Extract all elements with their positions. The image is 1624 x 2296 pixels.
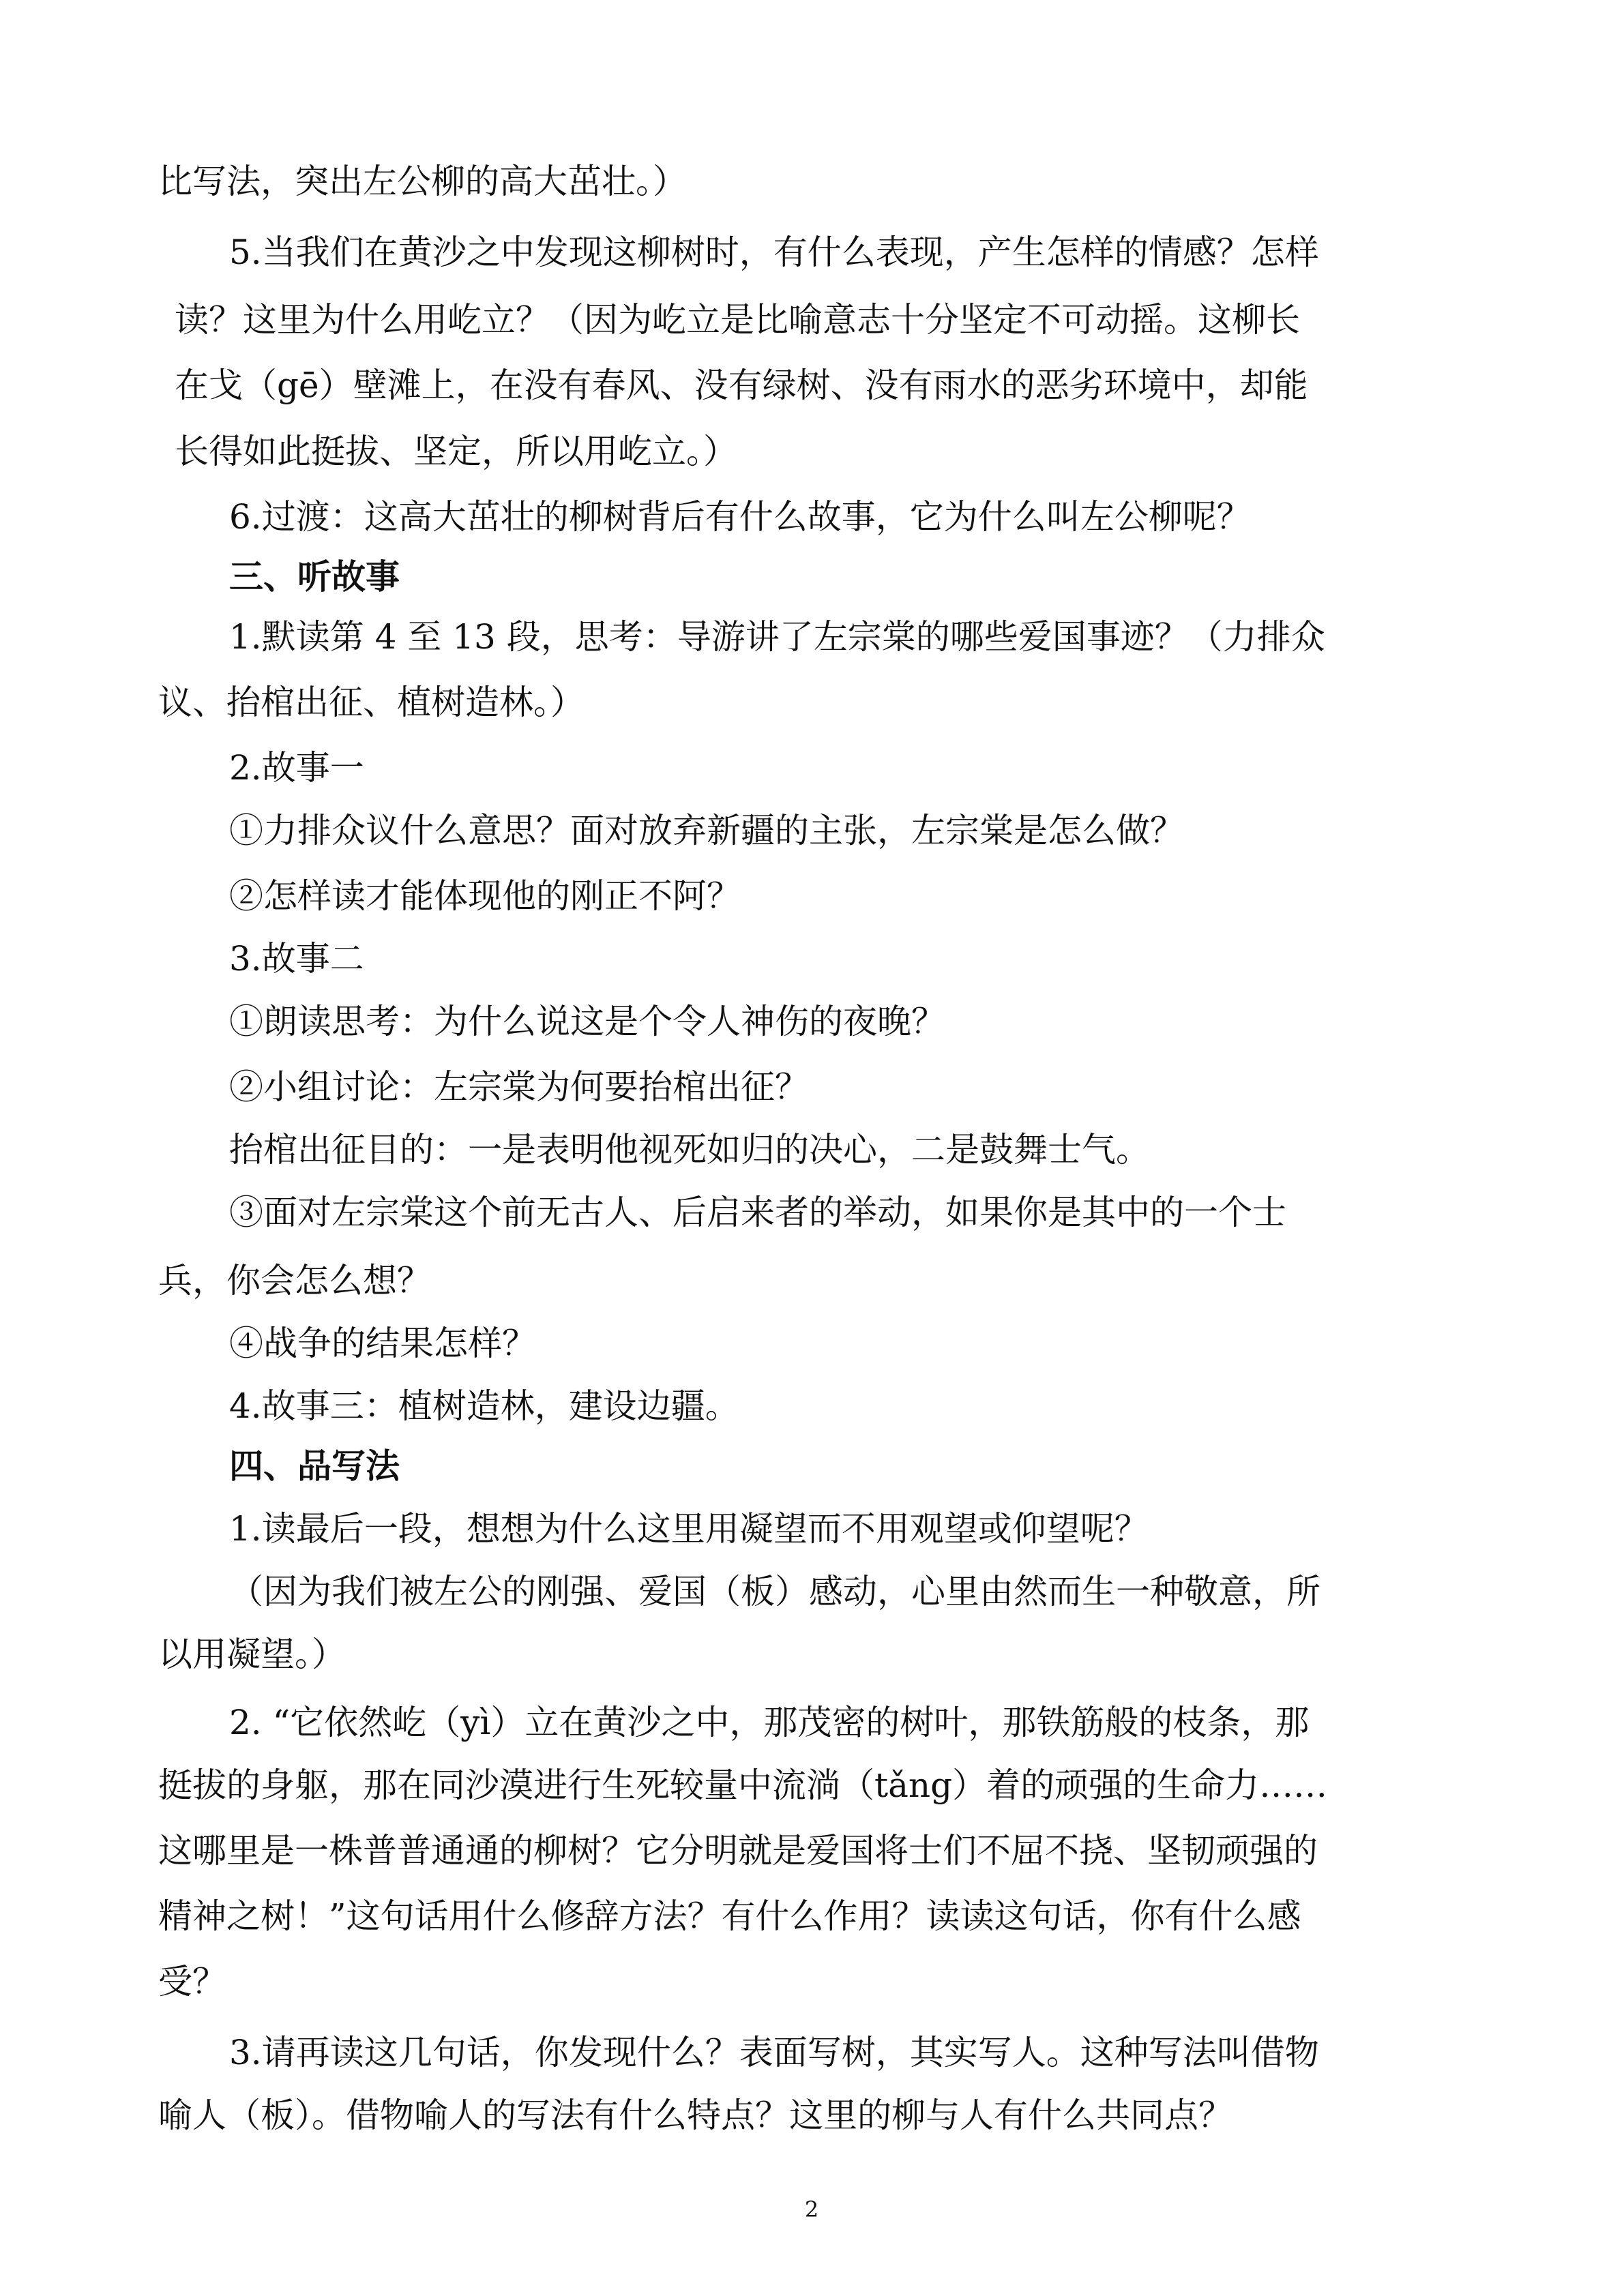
text-line: 抬棺出征目的：一是表明他视死如归的决心，二是鼓舞士气。 xyxy=(229,1130,1150,1169)
text-line: 在戈（gē）壁滩上，在没有春风、没有绿树、没有雨水的恶劣环境中，却能 xyxy=(175,366,1308,405)
text-line: ②小组讨论：左宗棠为何要抬棺出征？ xyxy=(229,1067,809,1107)
text-line: 长得如此挺拔、坚定，所以用屹立。） xyxy=(175,432,737,471)
text-line: 5.当我们在黄沙之中发现这柳树时，有什么表现，产生怎样的情感？怎样 xyxy=(229,233,1319,272)
text-line: 比写法，突出左公柳的高大茁壮。） xyxy=(158,162,687,201)
section-heading: 四、品写法 xyxy=(229,1446,400,1486)
text-line: （因为我们被左公的刚强、爱国（板）感动，心里由然而生一种敬意，所 xyxy=(229,1572,1320,1611)
text-line: 读？这里为什么用屹立？（因为屹立是比喻意志十分坚定不可动摇。这柳长 xyxy=(175,300,1300,340)
text-line: 喻人（板）。借物喻人的写法有什么特点？这里的柳与人有什么共同点？ xyxy=(158,2096,1232,2135)
text-line: 6.过渡：这高大茁壮的柳树背后有什么故事，它为什么叫左公柳呢？ xyxy=(229,497,1251,537)
text-line: 精神之树！”这句话用什么修辞方法？有什么作用？读读这句话，你有什么感 xyxy=(158,1896,1301,1936)
text-line: 以用凝望。） xyxy=(158,1635,346,1674)
text-line: 3.故事二 xyxy=(229,939,364,979)
text-line: ②怎样读才能体现他的刚正不阿？ xyxy=(229,876,741,916)
text-line: 2.故事一 xyxy=(229,748,364,788)
text-line: 兵，你会怎么想？ xyxy=(158,1261,431,1300)
text-line: ③面对左宗棠这个前无古人、后启来者的举动，如果你是其中的一个士 xyxy=(229,1193,1286,1232)
page-number: 2 xyxy=(804,2196,819,2222)
text-line: 受？ xyxy=(158,1962,226,2001)
text-line: 议、抬棺出征、植树造林。） xyxy=(158,683,585,722)
text-line: 1.读最后一段，想想为什么这里用凝望而不用观望或仰望呢？ xyxy=(229,1509,1149,1549)
section-heading: 三、听故事 xyxy=(229,556,400,597)
text-line: 挺拔的身躯，那在同沙漠进行生死较量中流淌（tǎng）着的顽强的生命力…… xyxy=(158,1765,1328,1805)
text-line: 4.故事三：植树造林，建设边疆。 xyxy=(229,1386,739,1426)
text-line: 这哪里是一株普普通通的柳树？它分明就是爱国将士们不屈不挠、坚韧顽强的 xyxy=(158,1831,1318,1870)
text-line: 2. “它依然屹（yì）立在黄沙之中，那茂密的树叶，那铁筋般的枝条，那 xyxy=(229,1703,1310,1742)
text-line: ④战争的结果怎样？ xyxy=(229,1324,536,1363)
text-line: ①朗读思考：为什么说这是个令人神伤的夜晚？ xyxy=(229,1002,945,1041)
text-line: 1.默读第 4 至 13 段，思考：导游讲了左宗棠的哪些爱国事迹？（力排众 xyxy=(229,617,1325,657)
text-line: ①力排众议什么意思？面对放弃新疆的主张，左宗棠是怎么做？ xyxy=(229,811,1184,850)
text-line: 3.请再读这几句话，你发现什么？表面写树，其实写人。这种写法叫借物 xyxy=(229,2033,1319,2072)
